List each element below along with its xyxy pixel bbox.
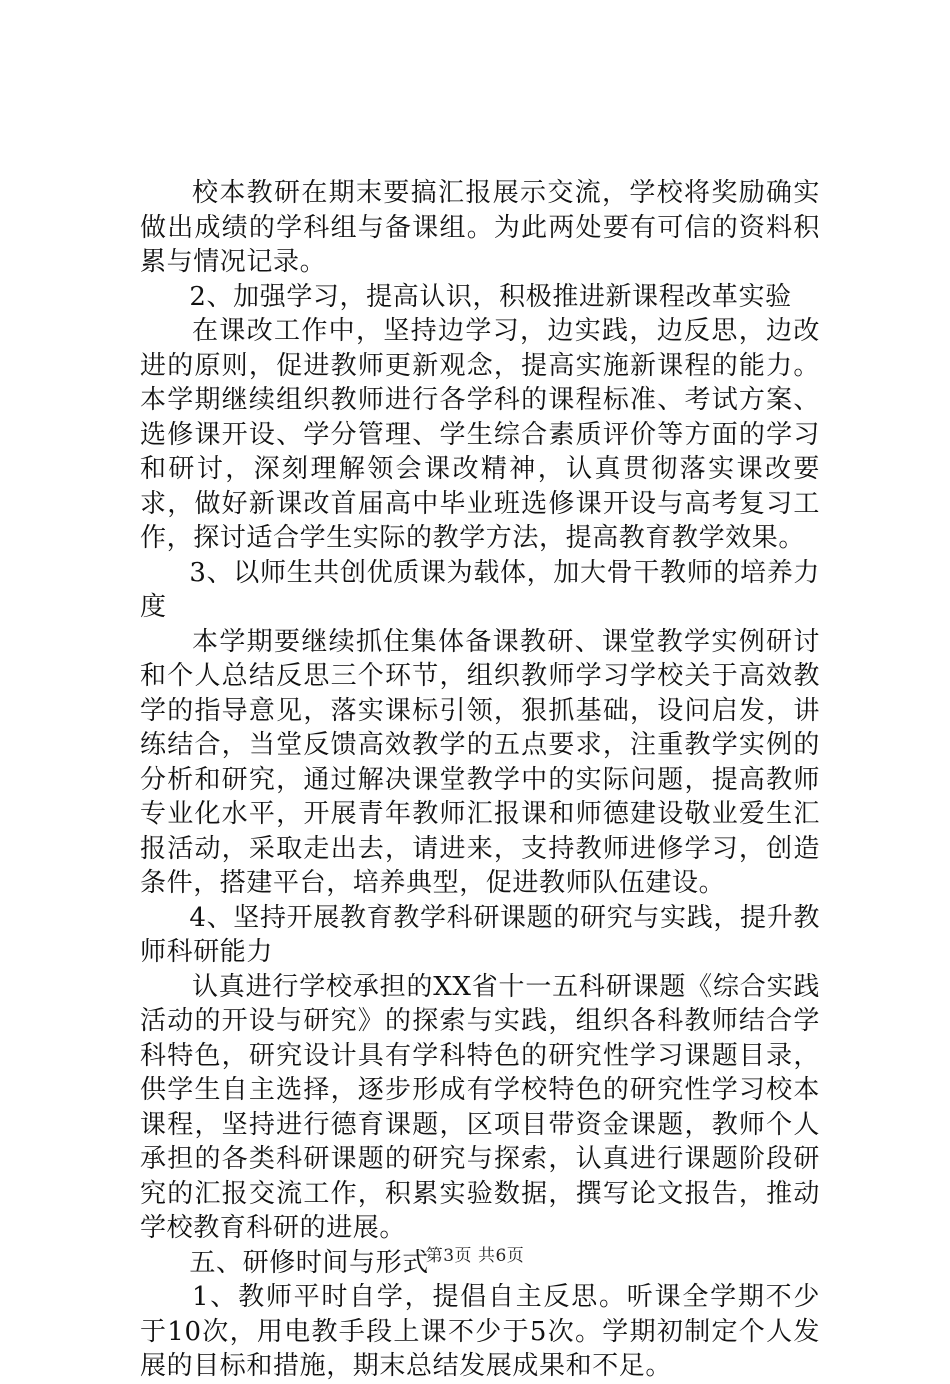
page-number-footer: 第3页 共6页 (425, 1246, 525, 1266)
paragraph-curriculum-reform: 在课改工作中，坚持边学习，边实践，边反思，边改进的原则，促进教师更新观念，提高实施新课程的能力。本学期继续组织教师进行各学科的课程标准、考试方案、选修课开设、学分管理、学生综合素质评价等方面的学习和研讨，深刻理解领会课改精神，认真贯彻落实课改要求，做好新课改首届高中毕业班选修课开设与高考复习工作，探讨适合学生实际的教学方法，提高教育教学效果。 (140, 316, 820, 553)
paragraph-research-projects: 认真进行学校承担的XX省十一五科研课题《综合实践活动的开设与研究》的探索与实践，组织各科教师结合学科特色，研究设计具有学科特色的研究性学习课题目录，供学生自主选择，逐步形成有学校特色的研究性学习校本课程，坚持进行德育课题，区项目带资金课题，教师个人承担的各类科研课题的研究与探索，认真进行课题阶段研究的汇报交流工作，积累实验数据，撰写论文报告，推动学校教育科研的进展。 (140, 971, 820, 1243)
section-heading-schedule: 五、研修时间与形式 (189, 1247, 429, 1278)
paragraph-archive-records: 校本教研在期末要搞汇报展示交流，学校将奖励确实做出成绩的学科组与备课组。为此两处要有可信的资料积累与情况记录。 (140, 178, 820, 277)
section-heading-study: 2、加强学习，提高认识，积极推进新课程改革实验 (189, 281, 792, 312)
document-body (140, 176, 820, 1384)
paragraph-teacher-training: 本学期要继续抓住集体备课教研、课堂教学实例研讨和个人总结反思三个环节，组织教师学习学校关于高效教学的指导意见，落实课标引领，狠抓基础，设问启发，讲练结合，当堂反馈高效教学的五点要求，注重教学实例的分析和研究，通过解决课堂教学中的实际问题，提高教师专业化水平，开展青年教师汇报课和师德建设敬业爱生汇报活动，采取走出去，请进来，支持教师进修学习，创造条件，搭建平台，培养典型，促进教师队伍建设。 (140, 626, 820, 898)
section-heading-backbone-teachers: 3、以师生共创优质课为载体，加大骨干教师的培养力度 (140, 557, 820, 622)
paragraph-self-study: 1、教师平时自学，提倡自主反思。听课全学期不少于10次，用电教手段上课不少于5次。学期初制定个人发展的目标和措施，期末总结发展成果和不足。 (140, 1282, 820, 1381)
section-heading-research: 4、坚持开展教育教学科研课题的研究与实践，提升教师科研能力 (140, 902, 820, 967)
